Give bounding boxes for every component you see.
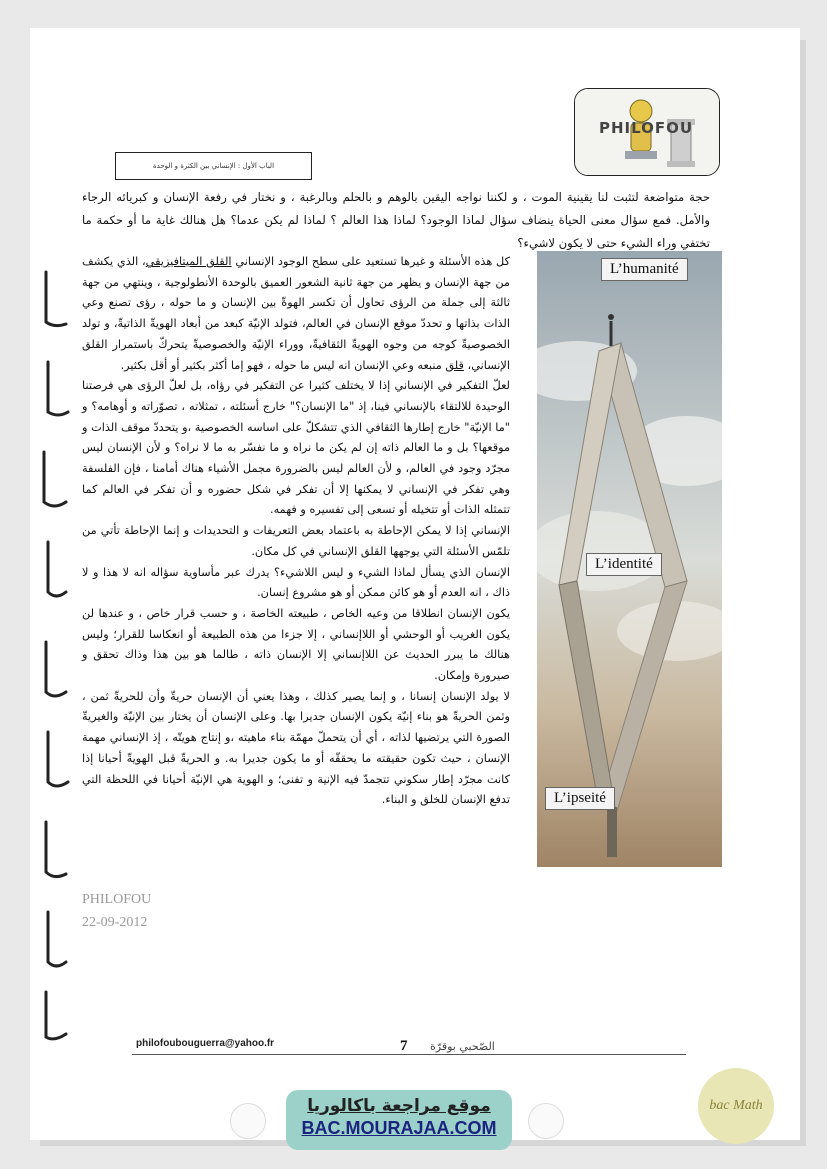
- banner-arabic[interactable]: موقع مراجعة باكالوريا: [307, 1096, 491, 1116]
- paragraph-1: [82, 252, 510, 376]
- label-ipseite: L’ipseité: [545, 787, 615, 810]
- paragraph-1-start: كل هذه الأسئلة و غيرها تستعيد على سطح الوجود الإنساني: [235, 255, 510, 268]
- staircase-illustration: [537, 251, 722, 867]
- author-email[interactable]: philofoubouguerra@yahoo.fr: [136, 1038, 275, 1049]
- label-identite: L’identité: [586, 553, 662, 576]
- page-number: 7: [400, 1038, 408, 1054]
- bac-math-badge: bac Math: [698, 1068, 774, 1144]
- logo-text: PHILOFOU: [599, 119, 694, 137]
- paragraph-4: الإنسان الذي يسأل لماذا الشيء و ليس اللاشيء؟ يدرك عبر مأساوية سؤاله انه لا هذا و لا ذاك ، انه العدم أو هو كائن ممكن أو هو مشروع إنسان.: [82, 565, 510, 600]
- footer-divider: [132, 1054, 686, 1055]
- calligraphy-decoration: [36, 262, 76, 1042]
- paragraph-2: لعلّ التفكير في الإنساني إذا لا يختلف كثيرا عن التفكير في رؤاه، بل لعلّ الرؤى هي فرصتنا الوحيدة للالتقاء بالإنساني فينا، إذ "ما الإنسان؟" خارج أسئلته ، تمثلاته ، تصوّراته و أوهامه؟ و "ما الإنيّة" خارج إطارها الثقافي الذي تتشكلّ على اساسه الخصوصية ،و يتحددّ موقف الذات و موقعها؟ بل و ما العالم ذاته إن لم يكن ما نراه و ما نفسّر به ما لا نراه؟ و لأن الإنسان ليس مجرّد وجود في العالم، و لأن العالم ليس بالضرورة مجمل الأشياء هناك أمامنا ، فإن الفلسفة وهي تفكر في الإنساني لا يمكنها إلا أن تفكر في شكل حضوره و أن تفكر في العالم كما تتمثله الذات أو تتخيله أو تسعى إلى تفسيره و فهمه.: [82, 379, 510, 517]
- main-text: [82, 252, 510, 811]
- signature-name: PHILOFOU: [82, 892, 152, 907]
- banner-url[interactable]: BAC.MOURAJAA.COM: [301, 1118, 497, 1138]
- signature: [82, 888, 151, 934]
- paragraph-3: الإنساني إذا لا يمكن الإحاطة به باعتماد بعض التعريفات و التحديدات و إنما الإحاطة تأتي من تلمّس الأسئلة التي يوجهها القلق الإنساني في كل مكان.: [82, 524, 510, 558]
- paragraph-1-middle: ، الذي يكشف من جهة الإنسان و يظهر من جهة ثانية الشعور العميق بالوحدة الأنطولوجية ، وينتهي من جهة ثالثة إلى جملة من الرؤى تحاول أن تكسر الهوةّ بين الإنسان و ما حوله ، رؤى تصنع وعي الذات بذاتها و تحددّ موقع الإنسان في العالم، فتولد الإنيّة كبعد من أبعاد الهويةّ الذاتيةّ، و تولد الخصوصيةّ كوجه من وجوه الهويةّ الثقافيةّ، ووراء الإنيّة والخصوصيةّ يتحركّ باستمرار القلق الإنساني،: [82, 255, 510, 372]
- metaphysical-anxiety-term: القلق الميتافيزيقي: [145, 255, 232, 268]
- paragraph-6: لا يولد الإنسان إنسانا ، و إنما يصير كذلك ، وهذا يعني أن الإنسان حريةّ وأن للحريةّ ثمن ، وثمن الحريةّ هو بناء إنيّة يكون الإنسان جديرا بها. وعلى الإنسان أن يختار بين الإنيّة والغيريةّ الصورة التي يرتضيها لذاته ، أي أن يتحملّ مهمّة بناء ماهيته ،و إنتاج هويتّه ، إذ الإنساني مهمة الإنسان ، حيث تكون حقيقته ما يحققّه أو ما يكون جديرا به. و الحريةّ قبل الهويةّ أحيانا إذا كانت مجرّد إطار سكوني تتجمدّ فيه الإنية و تفنى؛ و الهوية هي الإنيّة أحيانا في اللحظة التي تدفع الإنسان للخلق و البناء.: [82, 689, 510, 807]
- book-logo-icon-left: [230, 1103, 266, 1139]
- anxiety-term: قلق: [445, 358, 464, 372]
- signature-date: 22-09-2012: [82, 915, 148, 930]
- website-banner[interactable]: [286, 1090, 512, 1150]
- label-humanite: L’humanité: [601, 258, 688, 281]
- paragraph-5: يكون الإنسان انطلاقا من وعيه الخاص ، طبيعته الخاصة ، و حسب قرار خاص ، و عندها لن يكون الغريب أو الوحشي أو اللاإنساني ، إلا جزءا من هذه الطبيعة أو انعكاسا للقرار؛ وليس هنالك ما يبرر الحديث عن اللاإنساني إلا الإنسان ذاته ، طالما هو بين هذا وذاك تحقق و صيرورة وإمكان.: [82, 606, 510, 683]
- book-logo-icon-right: [528, 1103, 564, 1139]
- page-shadow-right: [800, 40, 806, 1146]
- intro-paragraph: حجة متواضعة لتثبت لنا يقينية الموت ، و لكننا نواجه اليقين بالوهم و بالحلم وبالرغبة ، و نختار في رفعة الإنسان و كبريائه الرجاء والأمل. فمع سؤال معنى الحياة ينضاف سؤال لماذا الوجود؟ لماذا هذا العالم ؟ لماذا لم يكن عدما؟ هل هنالك غاية ما أو حكمة ما تختفي وراء الشيء حتى لا يكون لاشيء؟: [82, 190, 710, 250]
- paragraph-1-end: منبعه وعي الإنسان انه ليس ما حوله ، فهو إما أكثر بكثير أو أقل بكثير.: [120, 358, 442, 372]
- author-name: الصّحبي بوقرّة: [430, 1040, 495, 1053]
- philofou-logo: [574, 88, 720, 176]
- chapter-title-box: الباب الأول : الإنساني بين الكثرة و الوحدة: [115, 152, 312, 180]
